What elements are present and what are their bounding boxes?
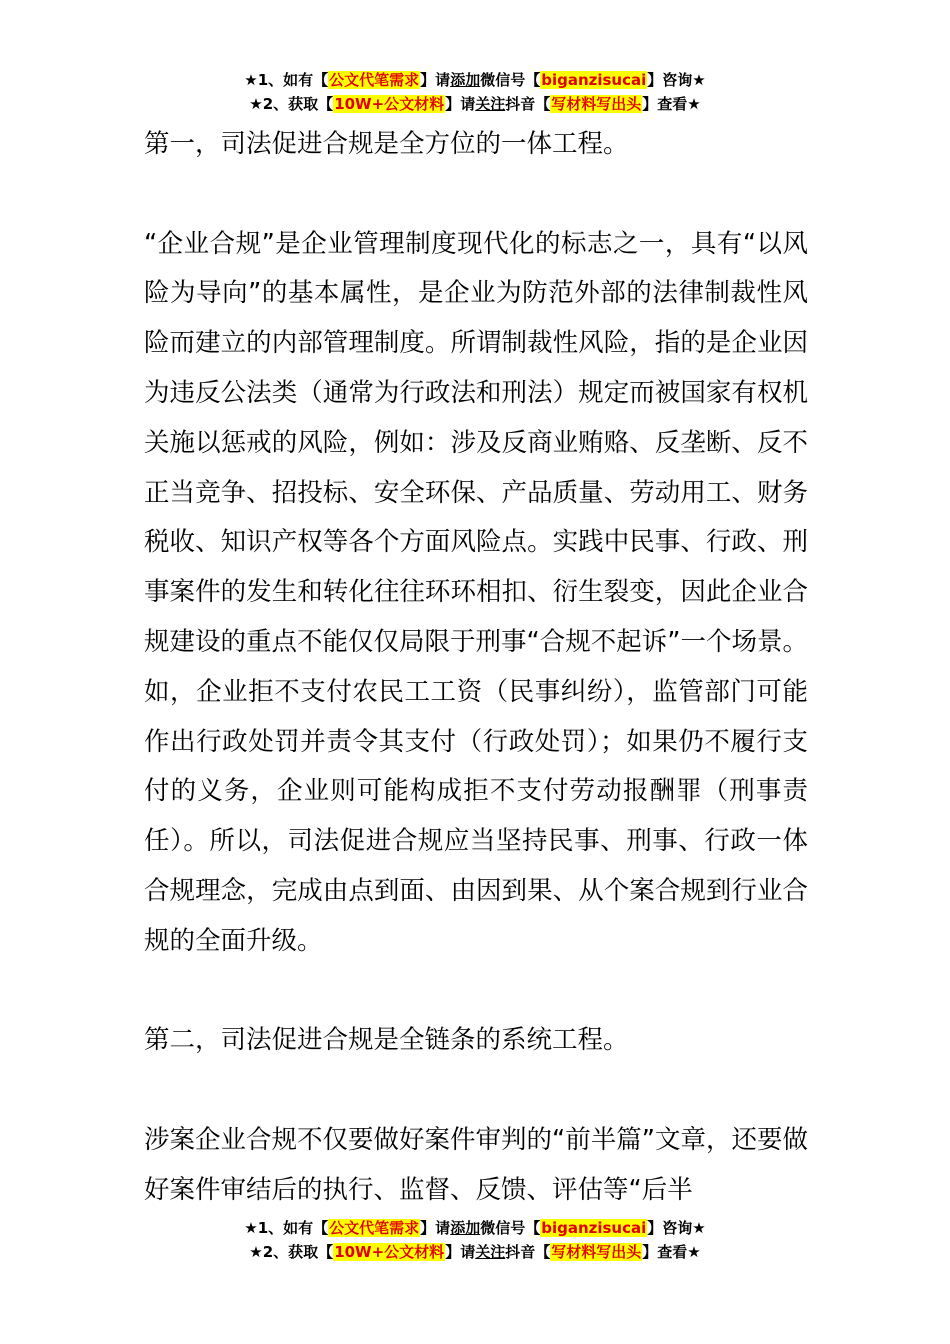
body-paragraph-2: 涉案企业合规不仅要做好案件审判的“前半篇”文章，还要做好案件审结后的执行、监督、反馈、评估等“后半 <box>144 1124 808 1205</box>
banner-highlight: 写材料写出头 <box>551 95 642 113</box>
section-heading-1: 第一，司法促进合规是全方位的一体工程。 <box>144 129 629 159</box>
banner-line-1: ★1、如有【公文代笔需求】请添加微信号【biganzisucai】咨询★ <box>244 71 706 89</box>
banner-highlight: 10W+公文材料 <box>334 95 445 113</box>
banner-underlined-text: 关注 <box>475 95 506 113</box>
banner-highlight: 写材料写出头 <box>551 1243 642 1261</box>
paragraph-spacer <box>144 1066 808 1116</box>
banner-highlight: biganzisucai <box>541 71 647 89</box>
banner-highlight: 公文代笔需求 <box>329 71 420 89</box>
banner-highlight: 公文代笔需求 <box>329 1219 420 1237</box>
banner-highlight: 10W+公文材料 <box>334 1243 445 1261</box>
banner-underlined-text: 添加 <box>450 71 481 89</box>
header-banner <box>0 68 950 116</box>
paragraph-spacer <box>144 170 808 220</box>
footer-banner <box>0 1216 950 1264</box>
body-paragraph-1: “企业合规”是企业管理制度现代化的标志之一，具有“以风险为导向”的基本属性，是企业为防范外部的法律制裁性风险而建立的内部管理制度。所谓制裁性风险，指的是企业因为违反公法类（通常为行政法和刑法）规定而被国家有权机关施以惩戒的风险，例如：涉及反商业贿赂、反垄断、反不正当竞争、招投标、安全环保、产品质量、劳动用工、财务税收、知识产权等各个方面风险点。实践中民事、行政、刑事案件的发生和转化往往环环相扣、衍生裂变，因此企业合规建设的重点不能仅仅局限于刑事“合规不起诉”一个场景。如，企业拒不支付农民工工资（民事纠纷），监管部门可能作出行政处罚并责令其支付（行政处罚）；如果仍不履行支付的义务，企业则可能构成拒不支付劳动报酬罪（刑事责任）。所以，司法促进合规应当坚持民事、刑事、行政一体合规理念，完成由点到面、由因到果、从个案合规到行业合规的全面升级。 <box>144 228 808 956</box>
banner-line-2: ★2、获取【10W+公文材料】请关注抖音【写材料写出头】查看★ <box>249 95 701 113</box>
section-heading-2: 第二，司法促进合规是全链条的系统工程。 <box>144 1025 629 1056</box>
banner-underlined-text: 添加 <box>450 1219 481 1237</box>
banner-underlined-text: 关注 <box>475 1243 506 1261</box>
document-body <box>144 120 808 1216</box>
banner-highlight: biganzisucai <box>541 1219 647 1237</box>
banner-line-1: ★1、如有【公文代笔需求】请添加微信号【biganzisucai】咨询★ <box>244 1219 706 1237</box>
paragraph-spacer <box>144 967 808 1017</box>
banner-line-2: ★2、获取【10W+公文材料】请关注抖音【写材料写出头】查看★ <box>249 1243 701 1261</box>
